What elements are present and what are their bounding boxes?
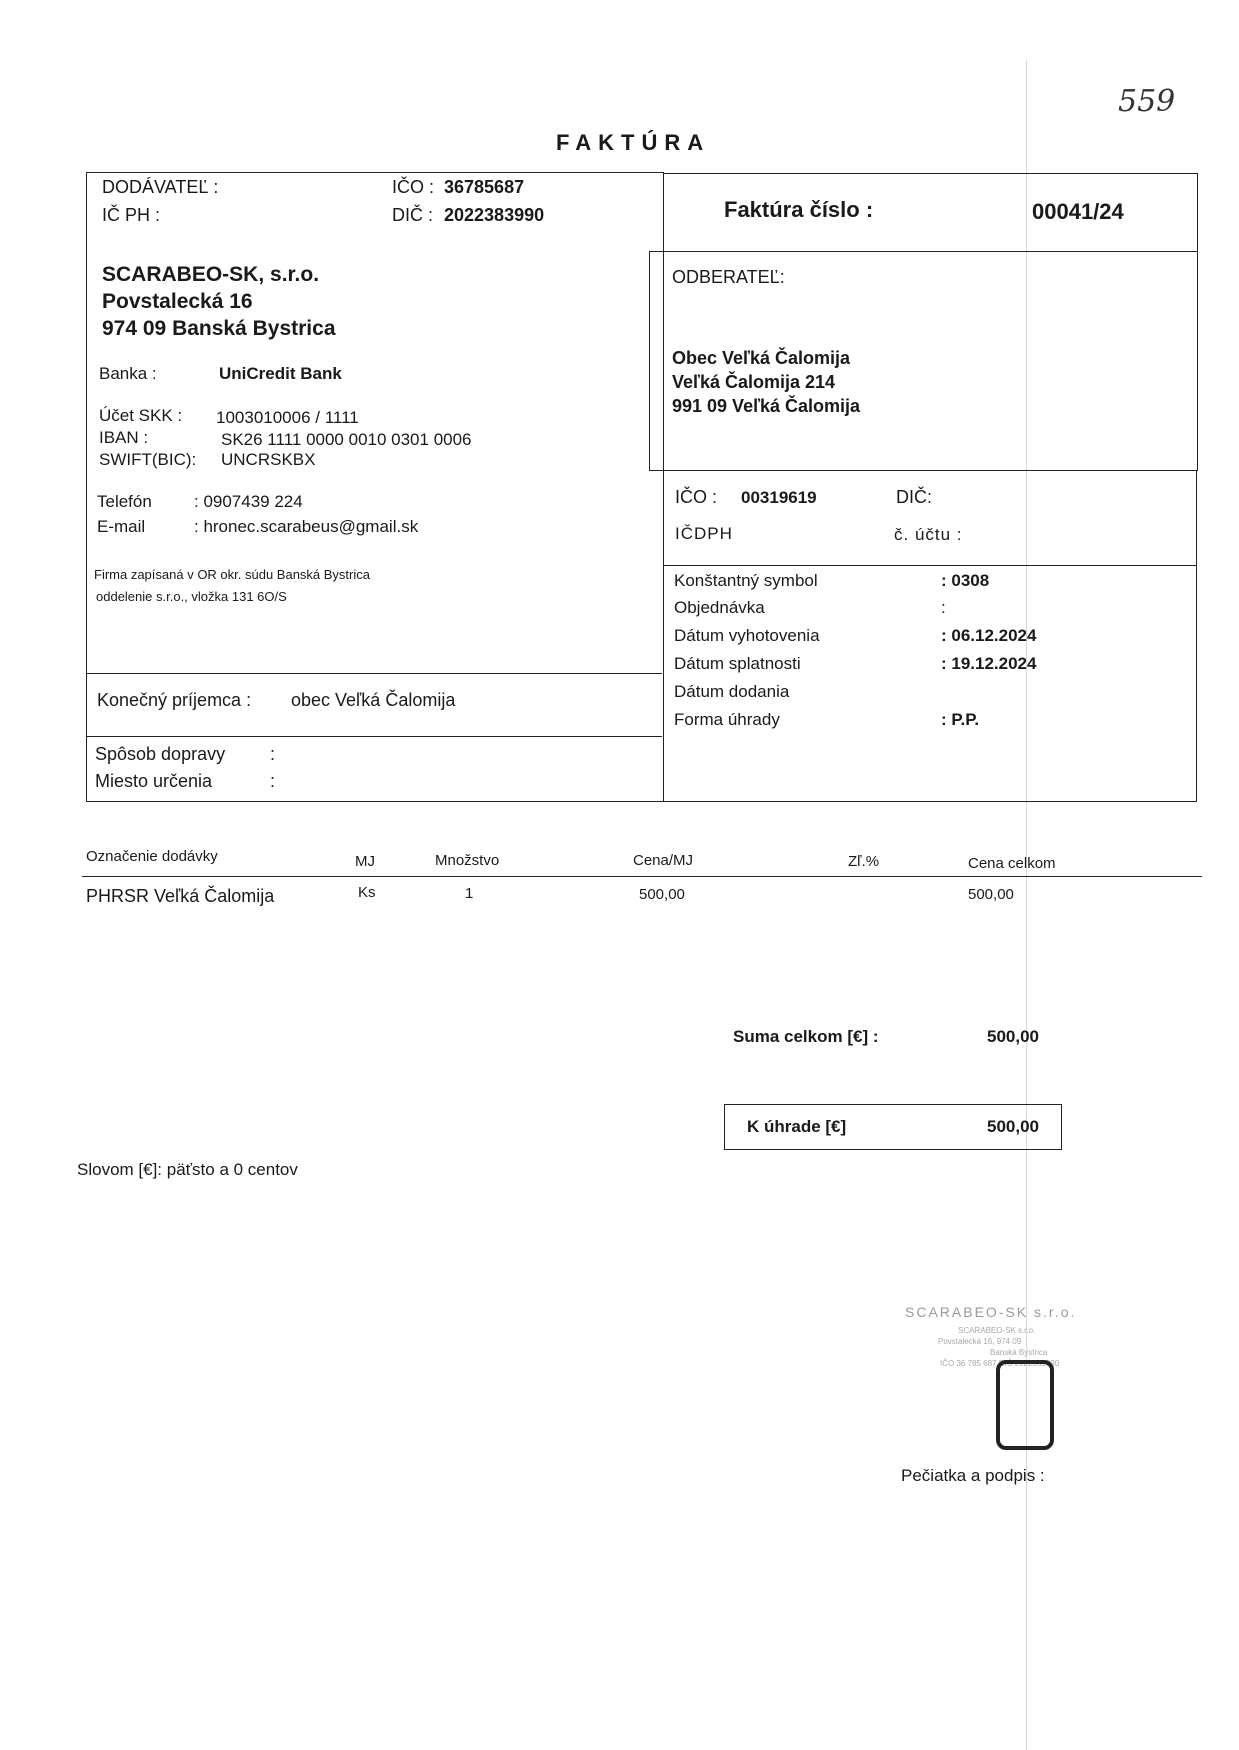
- col-header-qty: Množstvo: [435, 852, 500, 869]
- bank-name: UniCredit Bank: [219, 364, 342, 383]
- customer-icdph-label: IČDPH: [675, 524, 733, 543]
- const-symbol: : 0308: [941, 571, 990, 590]
- customer-account-label: č. účtu :: [894, 525, 963, 544]
- col-header-unit-price: Cena/MJ: [633, 852, 694, 869]
- invoice-number-label: Faktúra číslo :: [724, 197, 874, 222]
- email-label: E-mail: [97, 517, 146, 536]
- const-symbol-label: Konštantný symbol: [674, 571, 818, 590]
- row-qty: 1: [465, 885, 474, 902]
- supplier-label: DODÁVATEĽ :: [102, 177, 219, 197]
- due-date-label: Dátum splatnosti: [674, 654, 801, 673]
- delivery-date-label: Dátum dodania: [674, 682, 790, 701]
- due-date: : 19.12.2024: [941, 654, 1037, 673]
- stamp-logo: SCARABEO-SK s.r.o.: [905, 1304, 1077, 1320]
- destination-label: Miesto určenia: [95, 771, 213, 791]
- register-line-2: oddelenie s.r.o., vložka 131 6O/S: [96, 589, 287, 604]
- table-header-divider: [82, 876, 1202, 877]
- final-recipient-label: Konečný príjemca :: [97, 690, 252, 710]
- phone-label: Telefón: [97, 492, 152, 511]
- supplier-dic-label: DIČ :: [392, 205, 434, 225]
- iban-value: SK26 1111 0000 0010 0301 0006: [221, 430, 472, 449]
- col-header-discount: Zľ.%: [848, 853, 880, 870]
- bank-label: Banka :: [99, 364, 157, 383]
- destination-value: :: [270, 771, 276, 791]
- final-recipient-value: obec Veľká Čalomija: [291, 690, 456, 710]
- customer-label: ODBERATEĽ:: [672, 267, 785, 287]
- order-value: :: [941, 598, 946, 617]
- account-number: 1003010006 / 1111: [216, 408, 359, 427]
- details-left-border: [663, 470, 664, 800]
- stamp-line-2: Povstalecká 16, 974 09: [938, 1337, 1022, 1346]
- customer-dic-label: DIČ:: [896, 487, 932, 507]
- amount-due-value: 500,00: [987, 1117, 1039, 1136]
- row-total: 500,00: [968, 886, 1014, 903]
- payment-form-label: Forma úhrady: [674, 710, 780, 729]
- customer-name: Obec Veľká Čalomija: [672, 348, 851, 368]
- page-title: FAKTÚRA: [556, 130, 711, 155]
- customer-city: 991 09 Veľká Čalomija: [672, 396, 861, 416]
- account-label: Účet SKK :: [99, 406, 183, 425]
- phone-value: : 0907439 224: [194, 492, 303, 511]
- supplier-divider-1: [86, 673, 662, 674]
- sum-label: Suma celkom [€] :: [733, 1027, 879, 1046]
- supplier-city: 974 09 Banská Bystrica: [102, 317, 336, 340]
- supplier-name: SCARABEO-SK, s.r.o.: [102, 263, 320, 286]
- supplier-icph-label: IČ PH :: [102, 205, 161, 225]
- details-bottom-border: [663, 801, 1197, 802]
- stamp-line-4: IČO 36 785 687 DIČ 2022383990: [940, 1359, 1060, 1368]
- supplier-ico: 36785687: [444, 177, 525, 197]
- customer-ico: 00319619: [741, 488, 817, 507]
- order-label: Objednávka: [674, 598, 765, 617]
- iban-label: IBAN :: [99, 428, 149, 447]
- customer-ico-label: IČO :: [675, 487, 718, 507]
- customer-street: Veľká Čalomija 214: [672, 372, 836, 392]
- sum-value: 500,00: [987, 1027, 1039, 1046]
- swift-label: SWIFT(BIC):: [99, 450, 197, 469]
- stamp-line-3: Banská Bystrica: [990, 1348, 1048, 1357]
- supplier-ico-label: IČO :: [392, 177, 435, 197]
- register-line-1: Firma zapísaná v OR okr. súdu Banská Bystrica: [94, 567, 370, 582]
- supplier-divider-2: [86, 736, 662, 737]
- row-item: PHRSR Veľká Čalomija: [86, 886, 275, 906]
- stamp-line-1: SCARABEO-SK s.r.o.: [958, 1326, 1036, 1335]
- issue-date: : 06.12.2024: [941, 626, 1037, 645]
- signature-mark: [996, 1360, 1054, 1450]
- swift-value: UNCRSKBX: [221, 450, 316, 469]
- handwritten-number: 559: [1118, 84, 1176, 119]
- transport-method-value: :: [270, 744, 276, 764]
- supplier-dic: 2022383990: [444, 205, 545, 225]
- col-header-item: Označenie dodávky: [86, 848, 218, 865]
- details-right-border: [1196, 470, 1197, 801]
- supplier-street: Povstalecká 16: [102, 290, 253, 313]
- details-divider: [663, 565, 1197, 566]
- row-unit: Ks: [358, 884, 376, 901]
- amount-in-words: Slovom [€]: päťsto a 0 centov: [77, 1160, 298, 1179]
- amount-due-label: K úhrade [€]: [747, 1117, 847, 1136]
- row-unit-price: 500,00: [639, 886, 685, 903]
- col-header-total: Cena celkom: [968, 855, 1056, 872]
- transport-method-label: Spôsob dopravy: [95, 744, 226, 764]
- invoice-number: 00041/24: [1032, 199, 1124, 224]
- col-header-unit: MJ: [355, 853, 375, 870]
- payment-form: : P.P.: [941, 710, 980, 729]
- email-value: : hronec.scarabeus@gmail.sk: [194, 517, 419, 536]
- issue-date-label: Dátum vyhotovenia: [674, 626, 820, 645]
- signature-label: Pečiatka a podpis :: [901, 1466, 1045, 1485]
